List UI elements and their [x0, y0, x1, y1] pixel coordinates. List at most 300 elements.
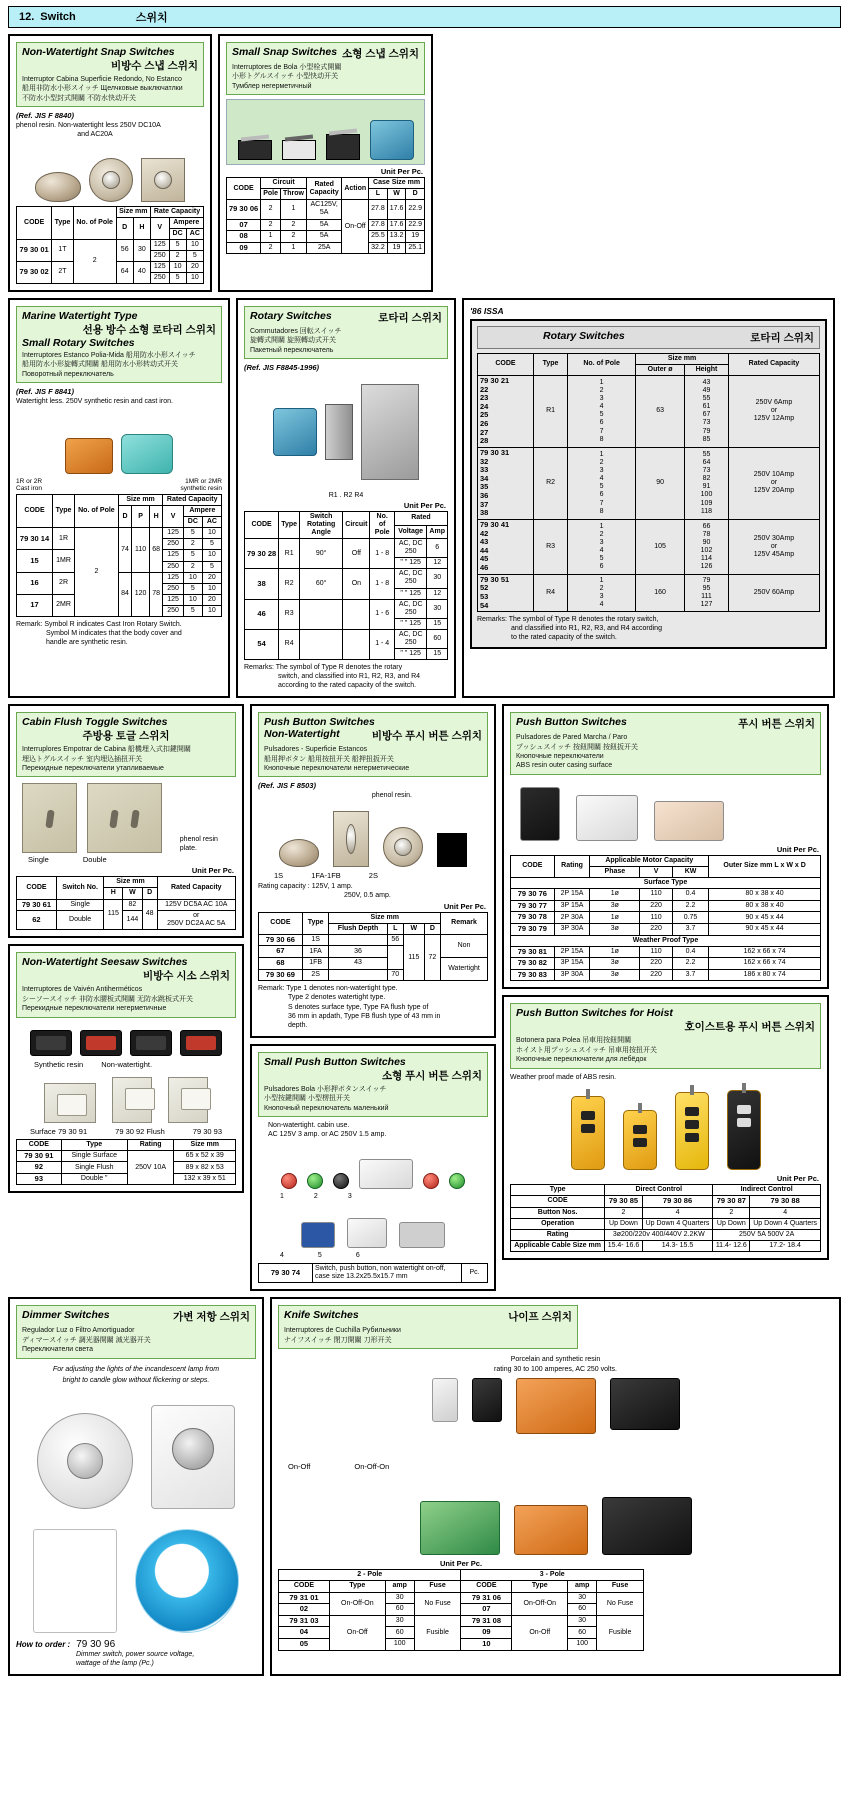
cell-amp: 60 [568, 1604, 597, 1616]
subtitle-line: Regulador Luz o Filtro Amortiguador [22, 1327, 135, 1335]
subtitle-line: 船用押ボタン 船用按扭开关 船押扭扳开关 [264, 755, 394, 763]
subtitle-line: Botonera para Polea 吊車用按鈕開關 [516, 1037, 632, 1045]
cell-ac: 5 [186, 250, 203, 261]
th-direct-control: Direct Control [605, 1184, 713, 1195]
cell-v: 125 [163, 550, 183, 561]
th-d: D [424, 923, 440, 934]
th-code: CODE [17, 495, 53, 528]
push-button-red-image [281, 1173, 297, 1189]
cell-rating [728, 375, 819, 447]
product-images-pb-nw [258, 805, 488, 867]
cell-cap: 5A [307, 231, 342, 243]
knife-switch-green-image [420, 1501, 500, 1555]
pole-value: 6 [599, 419, 604, 427]
panel-non-watertight-seesaw [8, 944, 244, 1193]
table-rotary-switches [244, 511, 448, 660]
cell-code: 79 31 03 [279, 1615, 330, 1627]
th-w: W [123, 888, 142, 899]
cell-v: 125 [163, 594, 183, 605]
panel-marine-rotary [8, 298, 230, 698]
th-rated: Rated [394, 512, 447, 526]
th-code: CODE [511, 855, 555, 877]
cell-amp: 60 [385, 1604, 414, 1616]
product-images-small-pb-2 [258, 1204, 488, 1248]
label-flush: Flush [146, 1126, 165, 1136]
spec-line: phenol resin. Non-watertight less 250V DC10A [16, 122, 161, 130]
cell-v: 250 [163, 583, 183, 594]
cell-kw: 0.4 [672, 889, 708, 901]
th-size: Size mm [116, 206, 150, 217]
product-images-pb-wall [520, 779, 821, 841]
cell-cap: 5A [307, 219, 342, 231]
fig-num: 5 [317, 1252, 322, 1260]
chapter-number: 12. [19, 11, 35, 23]
cell-l: 27.8 [369, 219, 388, 231]
height-value: 49 [702, 387, 711, 395]
subtitle-line: 小形トグルスイッチ 小型快动开关 [232, 73, 339, 81]
th-w: W [387, 189, 406, 200]
cell-rating: 250V 5A 500V 2A [713, 1229, 821, 1240]
rating-line: 250V 10Amp [753, 471, 795, 479]
cell-v: 125 [163, 572, 183, 583]
cell-pole: 2 [73, 239, 116, 283]
pole-value: 3 [599, 592, 604, 600]
cell-button-no: 2 [605, 1207, 643, 1218]
cell-type: Double " [61, 1173, 127, 1185]
table-row [17, 239, 204, 250]
cell-type: 2S [302, 969, 329, 981]
title-ko: 주방용 토글 스위치 [82, 730, 170, 743]
title-en: Dimmer Switches [22, 1309, 110, 1322]
cell-code: 79 30 06 [227, 200, 261, 219]
dimmer-blue-ring-image [135, 1529, 239, 1633]
cell-cap: AC125V, 5A [307, 200, 342, 219]
rotary-body-image [370, 120, 414, 160]
subtitle-line: ホイスト用プッシュスイッチ 吊車用按扭开关 [516, 1046, 657, 1054]
cell-type: R2 [534, 447, 568, 519]
cell-code: 79 30 66 [259, 934, 303, 946]
cell-type: On-Off [329, 1615, 385, 1650]
height-value: 55 [702, 451, 711, 459]
table-row [17, 1162, 236, 1174]
cell-code: 02 [279, 1604, 330, 1616]
cell-throw: 2 [281, 231, 307, 243]
cell-ac: 10 [186, 272, 203, 283]
cell-code: 43 [480, 537, 489, 547]
remark-line: Remarks: The symbol of Type R denotes the rotary switch, [477, 616, 659, 624]
title-en: Knife Switches [284, 1309, 359, 1322]
remark-line: Remark: Symbol R indicates Cast Iron Rotary Switch. [16, 620, 182, 628]
fig-label: Cast iron [16, 485, 43, 493]
th-w: W [403, 923, 424, 934]
cell-button-no: 2 [713, 1207, 750, 1218]
cell-code: 79 30 82 [511, 958, 555, 970]
cell-code: 09 [227, 242, 261, 254]
cell-code: 28 [480, 436, 489, 446]
cell-code: 79 30 83 [511, 969, 555, 981]
table-row [478, 447, 820, 519]
page-header [8, 6, 841, 28]
cell-code: 62 [17, 911, 57, 930]
cell-code: 79 30 77 [511, 900, 555, 912]
cell-l: 32.2 [369, 242, 388, 254]
cell-code: 42 [480, 528, 489, 538]
th-h: H [149, 506, 162, 528]
table-row [511, 969, 821, 981]
cell-poles [568, 519, 636, 574]
subtitle-line: Interruptores de Cuchilla Рубильники [284, 1327, 401, 1335]
th-operation: Operation [511, 1218, 605, 1229]
th-pole: No. of Pole [568, 353, 636, 375]
issa-label: '86 ISSA [470, 305, 504, 316]
double-toggle-plate-image [87, 783, 162, 853]
height-value: 102 [700, 546, 713, 554]
pole-value: 7 [599, 427, 604, 435]
cell-kw: 2.2 [672, 900, 708, 912]
th-rating: Rating [127, 1139, 174, 1150]
th-rated: Rated Capacity [157, 877, 235, 899]
subtitle-line: Поворотный переключатель [22, 370, 114, 378]
height-value: 90 [702, 538, 711, 546]
label-on-off: On-Off [288, 1462, 311, 1472]
cell-dc: 2 [183, 561, 202, 572]
cell-remark: Non [441, 934, 488, 957]
square-plate-switch-image [141, 158, 185, 202]
cell-type: Single Flush [61, 1162, 127, 1174]
title-ko: 선용 방수 소형 로타리 스위치 [82, 323, 216, 336]
subtitle-line: シーソースイッチ 非防水腰板式開關 无防水跳板式开关 [22, 995, 193, 1003]
cell-flush [329, 969, 387, 981]
unit-label: Unit Per Pc. [443, 901, 486, 911]
th-throw: Throw [281, 189, 307, 200]
spec-line: rating 30 to 100 amperes, AC 250 volts. [494, 1366, 617, 1374]
table-row [245, 599, 448, 618]
panel-cabin-flush-toggle [8, 704, 244, 938]
product-images-seesaw-rockers [16, 1022, 236, 1056]
cell-h: 115 [104, 899, 123, 930]
th-amp: amp [568, 1581, 597, 1592]
cell-poles [568, 375, 636, 447]
knife-switch-orange-image [516, 1378, 596, 1434]
rating-line: 125V 12Amp [753, 415, 795, 423]
cell-size: 89 x 82 x 53 [174, 1162, 236, 1174]
cell-pole: 1 - 8 [370, 569, 394, 599]
title-push-button-wall [510, 712, 821, 775]
rotary-cam-stack-image [325, 404, 353, 460]
cell-v: 220 [640, 969, 673, 981]
cell-amp: 100 [385, 1639, 414, 1651]
inline-code: 79 30 91 [57, 1126, 88, 1136]
cell-button-no: 4 [642, 1207, 713, 1218]
pole-value: 4 [599, 403, 604, 411]
subtitle-line: ABS resin outer casing surface [516, 762, 613, 770]
wall-push-button-grey-image [576, 795, 638, 841]
cell-voltage: " " 125 [394, 618, 426, 629]
remark-line: switch, and classified into R1, R2, R3, and R4 [278, 672, 421, 680]
th-fuse: Fuse [597, 1581, 644, 1592]
cell-pole: 1 - 8 [370, 539, 394, 569]
table-row [259, 1264, 488, 1283]
cell-w: 17.6 [387, 200, 406, 219]
cell-code-group [478, 574, 534, 612]
cell-amp: 15 [427, 648, 448, 659]
table-row [511, 923, 821, 935]
cell-kw: 3.7 [672, 969, 708, 981]
cell-fuse: Fusible [414, 1615, 461, 1650]
cell-size: 186 x 80 x 74 [709, 969, 821, 981]
th-flush-depth: Flush Depth [329, 923, 387, 934]
rating-line: or [770, 407, 778, 415]
th-size: Size mm [174, 1139, 236, 1150]
spec-line: and AC20A [77, 131, 113, 139]
title-dimmer [16, 1305, 256, 1358]
height-value: 55 [702, 395, 711, 403]
cell-outer: 160 [636, 574, 685, 612]
cell-operation: Up Down [713, 1218, 750, 1229]
height-value: 67 [702, 411, 711, 419]
rating-line: 250V 60Amp [753, 588, 795, 596]
cell-amp: 12 [427, 588, 448, 599]
spec-line: phenol resin. [371, 792, 412, 800]
th-amp: amp [385, 1581, 414, 1592]
product-images-small-snap [226, 99, 425, 165]
pole-value: 1 [599, 576, 604, 584]
cell-rating: 3P 30A [554, 923, 590, 935]
panel-push-button-wall [502, 704, 829, 989]
product-images-knife-1 [278, 1378, 833, 1458]
micro-switch-white-image [282, 140, 316, 160]
cell-pole: 2 [261, 242, 281, 254]
title-ko: 소형 푸시 버튼 스위치 [381, 1069, 482, 1082]
th-size: Size mm [104, 877, 157, 888]
subtitle-line: 船用防水小形旋轉式開關 船用防水小形转动式开关 [22, 361, 178, 369]
cell-l [387, 946, 403, 969]
title-rotary-switches [244, 306, 448, 359]
cell-cable: 17.2- 18.4 [750, 1240, 821, 1251]
title-en-line2: Non-Watertight [264, 728, 340, 741]
cell-type: R1 [279, 539, 300, 569]
title-en-line2: Small Rotary Switches [22, 336, 135, 349]
label-surface: Surface [30, 1126, 56, 1136]
subtitle-line: Interruptores Estanco Polia-Mida 船用防水小形スイッチ [22, 351, 196, 359]
push-button-black-block-image [437, 833, 467, 867]
cell-code: 79 30 81 [511, 946, 555, 958]
cell-voltage: " " 125 [394, 648, 426, 659]
th-l: L [387, 923, 403, 934]
cell-v: 250 [163, 605, 183, 616]
push-button-round-image [383, 827, 423, 867]
remark-line: Symbol M indicates that the body cover and [46, 629, 182, 637]
subtitle-line: Кнопочные переключатели [516, 753, 604, 760]
height-value: 82 [702, 475, 711, 483]
rating-line: or [770, 542, 778, 550]
knife-switch-white-image [432, 1378, 458, 1422]
table-row [17, 911, 236, 930]
section-row-1 [8, 34, 841, 292]
subtitle-line: 船用非防水小形スイッチ Щелчковые выключатлки [22, 85, 183, 93]
subtitle-line: Перекидные переключатели негерметичные [22, 1005, 167, 1013]
cell-w: 17.6 [387, 219, 406, 231]
pendant-station-image [675, 1092, 709, 1170]
how-to-order-note: wattage of the lamp (Pc.) [76, 1659, 154, 1667]
height-value: 43 [702, 379, 711, 387]
table-row [17, 1173, 236, 1185]
product-images-knife-2 [278, 1475, 833, 1555]
th-code: CODE [17, 206, 52, 239]
height-value: 79 [702, 427, 711, 435]
table-row [511, 912, 821, 924]
cell-voltage: AC, DC 250 [394, 599, 426, 618]
product-images-dimmer-1 [16, 1389, 256, 1509]
label-single: Single [28, 855, 49, 865]
table-row [245, 569, 448, 588]
cell-kw: 0.75 [672, 912, 708, 924]
title-en-line1: Push Button Switches [264, 716, 375, 729]
pole-value: 3 [599, 395, 604, 403]
th-v: V [640, 866, 673, 877]
th-v: V [151, 217, 169, 239]
cell-code: 10 [461, 1639, 512, 1651]
cell-pole: 2 [261, 219, 281, 231]
cell-code: 79 30 85 [605, 1195, 643, 1207]
cast-iron-rotary-image [65, 438, 113, 474]
height-value: 64 [702, 459, 711, 467]
table-row [511, 889, 821, 901]
cell-code: 37 [480, 499, 489, 509]
reference-standard: (Ref. JIS F 8840) [16, 111, 74, 121]
pendant-station-image [571, 1096, 605, 1170]
th-code: CODE [17, 1139, 62, 1150]
label-material: Synthetic resin [34, 1059, 84, 1069]
cell-phase: 1ø [590, 946, 640, 958]
pole-value: 8 [599, 507, 604, 515]
cell-rating: 3P 15A [554, 958, 590, 970]
section-row-2 [8, 298, 841, 698]
pole-value: 4 [599, 600, 604, 608]
label-on-off-on: On-Off-On [354, 1462, 390, 1472]
pole-value: 1 [599, 522, 604, 530]
table-row [279, 1615, 644, 1627]
th-p: P [132, 506, 150, 528]
synthetic-resin-rotary-image [121, 434, 173, 474]
cell-cap: 25A [307, 242, 342, 254]
cell-pole: 1 - 6 [370, 599, 394, 629]
height-value: 118 [700, 507, 713, 515]
panel-push-button-nonwatertight [250, 704, 496, 1038]
cell-code: 32 [480, 456, 489, 466]
cell-l: 27.8 [369, 200, 388, 219]
cell-code: 79 31 01 [279, 1592, 330, 1604]
spec-line: Weather proof made of ABS resin. [510, 1073, 617, 1081]
th-pole: No. of Pole [73, 206, 116, 239]
inline-code: 79 30 92 [115, 1126, 145, 1136]
title-en: Push Button Switches [516, 716, 627, 729]
fig-label: 1R or 2R [16, 478, 43, 486]
cell-code: 79 30 41 [480, 519, 510, 529]
title-non-watertight-snap [16, 42, 204, 107]
cell-amp: 12 [427, 558, 448, 569]
cell-switch: Double [56, 911, 104, 930]
cell-angle: 60° [300, 569, 343, 599]
title-ko: 가변 저항 스위치 [173, 1311, 250, 1324]
cell-code: 79 31 06 [461, 1592, 512, 1604]
label-1s: 1S [274, 870, 284, 880]
height-value: 85 [702, 435, 711, 443]
remark-line: S denotes surface type, Type FA flush type of [288, 1003, 429, 1011]
title-en: Rotary Switches [543, 329, 625, 342]
th-case-size: Case Size mm [369, 178, 425, 189]
th-type: Type [534, 353, 568, 375]
th-phase: Phase [590, 866, 640, 877]
cell-code-group [478, 375, 534, 447]
table-row [227, 219, 425, 231]
round-plate-switch-image [89, 158, 133, 202]
th-rated: Rated Capacity [728, 353, 819, 375]
cell-code: 79 30 78 [511, 912, 555, 924]
title-en: Small Snap Switches [232, 46, 338, 58]
cell-voltage: " " 125 [394, 588, 426, 599]
remark-line: Remarks: The symbol of Type R denotes the rotary [244, 663, 403, 671]
cell-kw: 3.7 [672, 923, 708, 935]
cell-heights [685, 574, 729, 612]
spec-line: AC 125V 3 amp. or AC 250V 1.5 amp. [268, 1131, 387, 1139]
subtitle-line: Кнопочные переключатели негерметические [264, 765, 410, 772]
rating-line: Rating capacity : 125V, 1 amp. [258, 882, 353, 890]
cell-fuse: No Fuse [597, 1592, 644, 1615]
cell-code: 46 [480, 563, 489, 573]
push-button-flush-plate-image [333, 811, 369, 867]
subtitle-line: Пакетный переключатель [250, 346, 334, 354]
th-code: CODE [461, 1581, 512, 1592]
table-row [245, 629, 448, 648]
title-ko: 소형 스냅 스위치 [342, 48, 419, 60]
cell-angle: 90° [300, 539, 343, 569]
cell-code: 93 [17, 1173, 62, 1185]
th-circuit: Circuit [261, 178, 307, 189]
cell-amp: 100 [568, 1639, 597, 1651]
dimmer-frame-image [33, 1529, 117, 1633]
cell-poles [568, 447, 636, 519]
title-ko: 나이프 스위치 [508, 1311, 572, 1324]
subtitle-line: Кнопочный переключатель маленький [264, 1104, 389, 1112]
title-en: Cabin Flush Toggle Switches [22, 716, 168, 729]
cell-p: 120 [132, 572, 150, 616]
title-issa-rotary [477, 326, 820, 349]
pole-value: 5 [599, 554, 604, 562]
cell-code: 24 [480, 401, 489, 411]
th-code: CODE [245, 512, 279, 539]
dimmer-square-plate-image [151, 1405, 235, 1509]
table-row [245, 539, 448, 558]
rating-line2: 250V, 0.5 amp. [344, 891, 391, 899]
push-button-dome-image [279, 839, 319, 867]
height-value: 79 [702, 576, 711, 584]
subtitle-line: 旋轉式開關 旋照轉动式开关 [250, 337, 336, 345]
title-en: Push Button Switches for Hoist [516, 1007, 673, 1020]
fig-num: 2 [313, 1193, 318, 1201]
th-button-nos: Button Nos. [511, 1207, 605, 1218]
table-marine-rotary [16, 494, 222, 617]
cell-size: 162 x 66 x 74 [709, 946, 821, 958]
push-button-red-image [423, 1173, 439, 1189]
cell-code: 79 30 14 [17, 528, 53, 550]
table-row [17, 1150, 236, 1162]
push-button-box-image [359, 1159, 413, 1189]
height-value: 73 [702, 467, 711, 475]
th-angle: Switch Rotating Angle [300, 512, 343, 539]
cell-rating: 250V 10A [127, 1150, 174, 1185]
cell-l: 70 [387, 969, 403, 981]
